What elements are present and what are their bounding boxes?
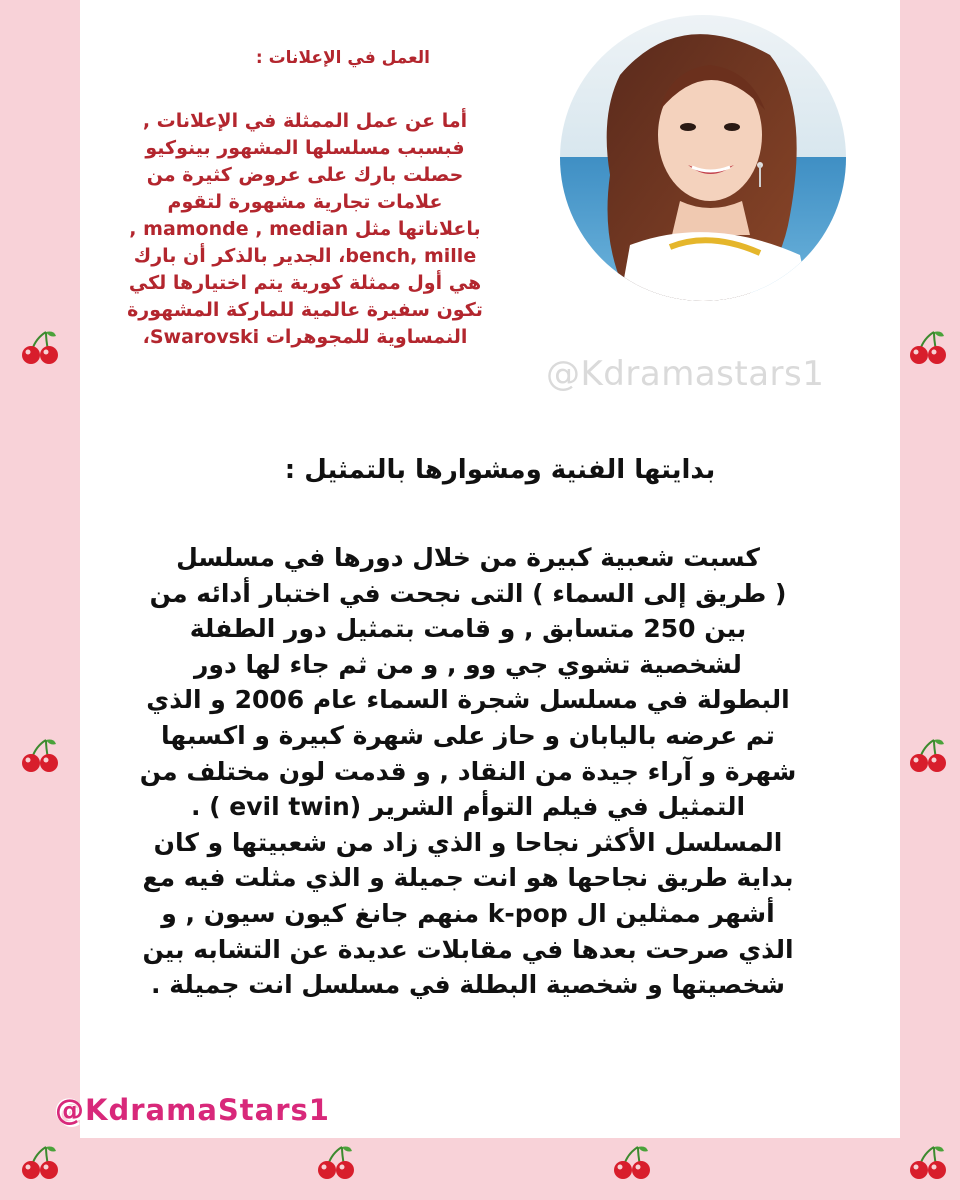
ads-line: حصلت بارك على عروض كثيرة من [146, 164, 464, 186]
ads-section-title: العمل في الإعلانات : [255, 48, 430, 68]
ads-line: تكون سفيرة عالمية للماركة المشهورة [127, 299, 483, 321]
portrait-illustration [560, 15, 846, 301]
career-line: الذي صرحت بعدها في مقابلات عديدة عن التشابه بين [142, 934, 794, 964]
career-section-body [108, 540, 828, 1003]
ads-line: هي أول ممثلة كورية يتم اختيارها لكي [128, 272, 482, 294]
watermark-top: @Kdramastars1 [546, 354, 825, 394]
career-line: شخصيتها و شخصية البطلة في مسلسل انت جميلة . [151, 970, 785, 1000]
career-line: البطولة في مسلسل شجرة السماء عام 2006 و الذي [146, 685, 790, 715]
career-line: بين 250 متسابق , و قامت بتمثيل دور الطفلة [189, 614, 747, 644]
cherry-icon [908, 738, 948, 774]
career-line: كسبت شعبية كبيرة من خلال دورها في مسلسل [176, 543, 760, 572]
career-section-title: بدايتها الفنية ومشوارها بالتمثيل : [284, 455, 716, 485]
career-line: المسلسل الأكثر نجاحا و الذي زاد من شعبيتها و كان [153, 827, 783, 857]
ads-line: النمساوية للمجوهرات Swarovski، [142, 326, 468, 348]
ads-line: فبسبب مسلسلها المشهور بينوكيو [145, 137, 465, 159]
cherry-icon [316, 1145, 356, 1181]
cherry-icon [20, 330, 60, 366]
portrait-photo [560, 15, 846, 301]
career-line: التمثيل في فيلم التوأم الشرير (evil twin ) . [190, 792, 746, 822]
career-line: شهرة و آراء جيدة من النقاد , و قدمت لون مختلف من [139, 756, 797, 786]
ads-section [90, 48, 520, 351]
career-line: ( طريق إلى السماء ) التى نجحت في اختبار أدائه من [149, 578, 787, 608]
cherry-icon [20, 738, 60, 774]
left-pink-border [0, 0, 80, 1200]
ads-section-body [90, 108, 520, 351]
bottom-pink-strip [80, 1138, 900, 1200]
cherry-icon [20, 1145, 60, 1181]
career-line: تم عرضه باليابان و حاز على شهرة كبيرة و اكسبها [161, 720, 775, 750]
ads-line: bench, mille، الجدير بالذكر أن بارك [133, 245, 477, 267]
cherry-icon [908, 330, 948, 366]
cherry-icon [612, 1145, 652, 1181]
ads-line: علامات تجارية مشهورة لتقوم [167, 191, 443, 213]
watermark-bottom: @KdramaStars1 [55, 1093, 330, 1127]
career-line: لشخصية تشوي جي وو , و من ثم جاء لها دور [194, 649, 742, 679]
cherry-icon [908, 1145, 948, 1181]
ads-line: باعلاناتها مثل mamonde , median , [129, 218, 481, 240]
career-line: أشهر ممثلين ال k-pop منهم جانغ كيون سيون , و [161, 898, 775, 928]
career-line: بداية طريق نجاحها هو انت جميلة و الذي مثلت فيه مع [142, 863, 794, 893]
ads-line: أما عن عمل الممثلة في الإعلانات , [142, 110, 468, 132]
